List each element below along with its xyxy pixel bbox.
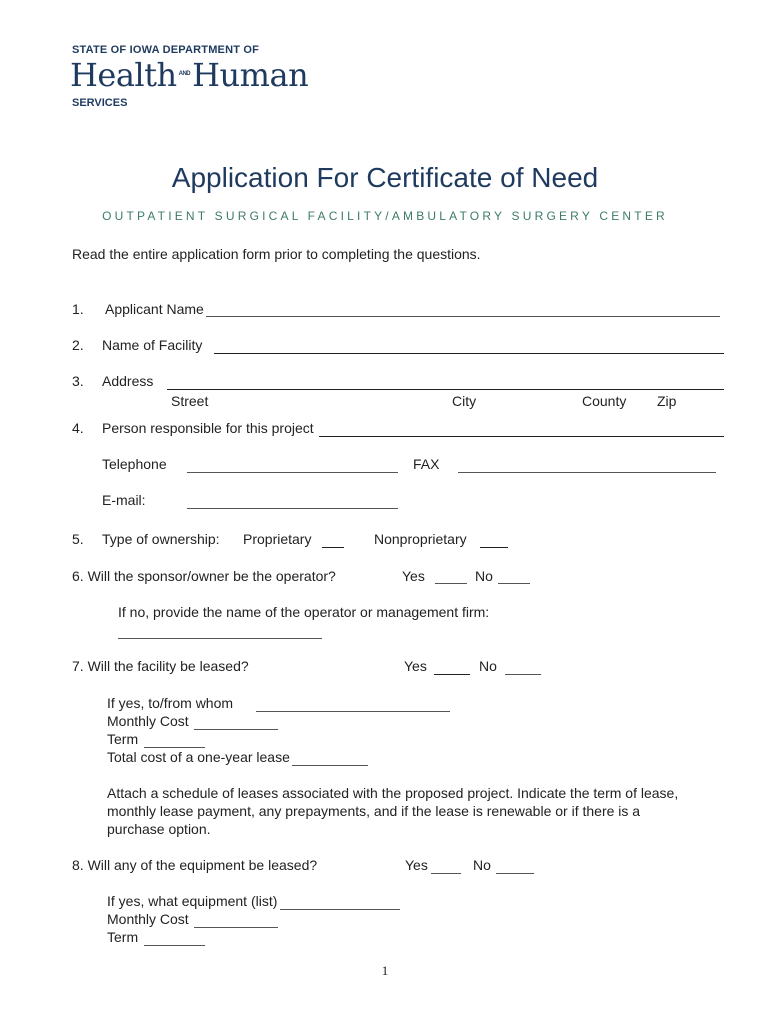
q2-label: Name of Facility (102, 337, 203, 353)
fax-field[interactable] (458, 472, 716, 473)
nonproprietary-field[interactable] (480, 547, 508, 548)
fax-label: FAX (413, 456, 440, 472)
nonproprietary-label: Nonproprietary (374, 531, 467, 547)
intro-text: Read the entire application form prior to completing the questions. (72, 246, 481, 262)
lease-whom-field[interactable] (256, 711, 450, 712)
page-title: Application For Certificate of Need (171, 162, 599, 193)
q8-no-field[interactable] (496, 873, 534, 874)
q6-followup-text: If no, provide the name of the operator or management firm: (118, 604, 490, 620)
responsible-person-field[interactable] (319, 436, 724, 437)
applicant-name-field[interactable] (206, 316, 720, 317)
equipment-term-label: Term (107, 929, 139, 945)
email-label: E-mail: (102, 492, 146, 508)
telephone-field[interactable] (187, 472, 398, 473)
q6-yes-field[interactable] (435, 583, 467, 584)
q6-no-label: No (475, 568, 493, 584)
q4-number: 4. (72, 420, 84, 436)
page-number: 1 (381, 963, 389, 978)
q1-number: 1. (72, 301, 84, 317)
q8-yes-label: Yes (405, 857, 428, 873)
operator-name-field[interactable] (118, 638, 322, 639)
q6-no-field[interactable] (498, 583, 530, 584)
logo-human: Human (192, 56, 309, 94)
address-city-label: City (452, 393, 477, 409)
logo-health-human (70, 56, 308, 94)
facility-name-field[interactable] (214, 353, 724, 354)
address-county-label: County (582, 393, 627, 409)
q1-label: Applicant Name (105, 301, 204, 317)
q8-no-label: No (473, 857, 491, 873)
equipment-monthly-field[interactable] (194, 927, 278, 928)
lease-term-label: Term (107, 731, 139, 747)
q7-label: 7. Will the facility be leased? (72, 658, 249, 674)
q7-no-label: No (479, 658, 497, 674)
q7-no-field[interactable] (505, 674, 541, 675)
logo-services: SERVICES (72, 97, 128, 109)
logo-health: Health (70, 56, 177, 94)
lease-note-line-2: monthly lease payment, any prepayments, and if the lease is renewable or if there is a (107, 803, 641, 819)
lease-note-line-1: Attach a schedule of leases associated with the proposed project. Indicate the term of lease, (107, 785, 679, 801)
equipment-monthly-label: Monthly Cost (107, 911, 189, 927)
q7-yes-label: Yes (404, 658, 427, 674)
q5-number: 5. (72, 531, 84, 547)
lease-note-line-3: purchase option. (107, 821, 211, 837)
q8-label: 8. Will any of the equipment be leased? (72, 857, 318, 873)
q4-label: Person responsible for this project (102, 420, 314, 436)
logo-agency-line: STATE OF IOWA DEPARTMENT OF (72, 44, 260, 56)
equipment-list-label: If yes, what equipment (list) (107, 893, 278, 909)
page-subtitle: OUTPATIENT SURGICAL FACILITY/AMBULATORY SURGERY CENTER (102, 209, 668, 223)
lease-total-label: Total cost of a one-year lease (107, 749, 290, 765)
q3-number: 3. (72, 373, 84, 389)
q5-label: Type of ownership: (102, 531, 220, 547)
address-street-label: Street (171, 393, 209, 409)
proprietary-field[interactable] (322, 547, 344, 548)
lease-monthly-label: Monthly Cost (107, 713, 189, 729)
email-field[interactable] (187, 508, 398, 509)
lease-total-field[interactable] (292, 765, 368, 766)
telephone-label: Telephone (102, 456, 167, 472)
address-field[interactable] (167, 389, 724, 390)
logo-and: AND (178, 70, 191, 77)
q3-label: Address (102, 373, 154, 389)
q7-yes-field[interactable] (434, 674, 470, 675)
equipment-term-field[interactable] (144, 945, 205, 946)
address-zip-label: Zip (657, 393, 677, 409)
lease-monthly-field[interactable] (194, 729, 278, 730)
proprietary-label: Proprietary (243, 531, 312, 547)
lease-term-field[interactable] (144, 747, 205, 748)
lease-whom-label: If yes, to/from whom (107, 695, 234, 711)
q2-number: 2. (72, 337, 84, 353)
q8-yes-field[interactable] (431, 873, 461, 874)
q6-label: 6. Will the sponsor/owner be the operator? (72, 568, 336, 584)
equipment-list-field[interactable] (280, 909, 400, 910)
q6-yes-label: Yes (402, 568, 425, 584)
